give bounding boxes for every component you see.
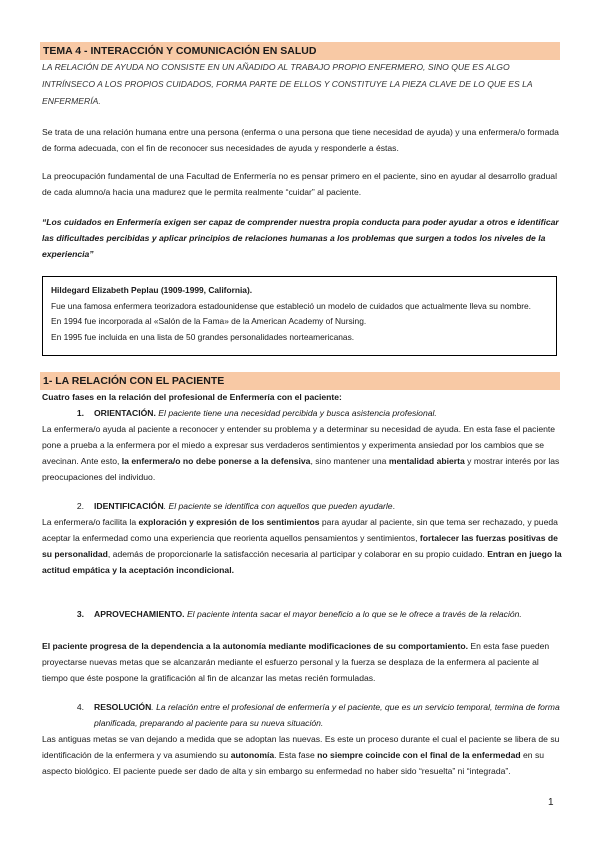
page-number: 1 bbox=[548, 797, 554, 808]
phase-3-header bbox=[42, 606, 562, 622]
topic-heading: TEMA 4 - INTERACCIÓN Y COMUNICACIÓN EN SALUD bbox=[40, 42, 560, 60]
section-1-heading: 1- LA RELACIÓN CON EL PACIENTE bbox=[40, 372, 560, 390]
phase-4-title: RESOLUCIÓN bbox=[94, 702, 152, 712]
bio-line-3: En 1995 fue incluida en una lista de 50 grandes personalidades norteamericanas. bbox=[51, 331, 355, 342]
phase-1-text: La enfermera/o ayuda al paciente a reconocer y entender su problema y a determinar su necesidad de ayuda. En esta fase el paciente pone a prueba a la enfermera por el miedo a expresar sus verdaderos sentimientos y experimenta ansiedad por los cambios que se avecinan. Ante esto, la enfermera/o no debe ponerse a la defensiva, sino mantener una mentalidad abierta y mostrar interés por las preocupaciones del individuo. bbox=[42, 424, 560, 482]
phase-4-description: . La relación entre el profesional de enfermería y el paciente, que es un servicio temporal, termina de forma planificada, preparando al paciente para su nueva situación. bbox=[94, 702, 560, 728]
bio-name: Hildegard Elizabeth Peplau (1909-1999, California). bbox=[51, 285, 253, 295]
phase-3-number: 3. bbox=[76, 609, 84, 619]
phase-2-header: 2. IDENTIFICACIÓN. El paciente se identifica con aquellos que pueden ayudarle. bbox=[42, 498, 562, 514]
phase-4-header bbox=[42, 699, 562, 731]
phase-2-title: IDENTIFICACIÓN bbox=[94, 501, 164, 511]
bio-line-2: En 1994 fue incorporada al «Salón de la Fama» de la American Academy of Nursing. bbox=[51, 316, 367, 326]
phase-1-title: ORIENTACIÓN. bbox=[94, 408, 156, 418]
phase-1-number: 1. bbox=[76, 408, 84, 418]
intro-quote: “Los cuidados en Enfermería exigen ser capaz de comprender nuestra propia conducta para poder ayudar a otros e identificar las dificultades percibidas y aplicar principios de relaciones humanas a los problemas que surgen a todos los niveles de la experiencia” bbox=[42, 217, 559, 259]
phase-4-text: Las antiguas metas se van dejando a medida que se adoptan las nuevas. Es este un proceso durante el cual el paciente se libera de su identificación de la enfermera y va asumiendo su autonomía. Esta fase no siempre coincide con el final de la enfermedad en su aspecto biológico. El paciente puede ser dado de alta y sin embargo su enfermedad no haber sido “resuelta” ni “integrada”. bbox=[42, 734, 560, 776]
phase-3-text: El paciente progresa de la dependencia a la autonomía mediante modificaciones de su comportamiento. En esta fase pueden proyectarse nuevas metas que se alcanzarán mediante el esfuerzo personal y la fuerza se desplaza de la enfermera al paciente al tiempo que éste pospone la gratificación al fin de alcanzar las metas recién formuladas. bbox=[42, 641, 550, 683]
phase-4-number: 4. bbox=[76, 702, 84, 712]
section-1-lead: Cuatro fases en la relación del profesional de Enfermería con el paciente: bbox=[42, 392, 342, 402]
phase-1-header bbox=[42, 405, 562, 421]
intro-paragraph-1: Se trata de una relación humana entre una persona (enferma o una persona que tiene necesidad de ayuda) y una enfermera/o formada de forma adecuada, con el fin de reconocer sus necesidades de ayuda y responderle a éstas. bbox=[42, 127, 559, 153]
intro-paragraph-2: La preocupación fundamental de una Facultad de Enfermería no es pensar primero en el paciente, sino en ayudar al desarrollo gradual de cada alumno/a hacia una madurez que le permita realmente “cuidar” al paciente. bbox=[42, 171, 557, 197]
bio-line-1: Fue una famosa enfermera teorizadora estadounidense que estableció un modelo de cuidados que actualmente lleva su nombre. bbox=[51, 300, 532, 311]
phase-2-number: 2. bbox=[76, 501, 84, 511]
phase-1-description: El paciente tiene una necesidad percibida y busca asistencia profesional. bbox=[158, 408, 437, 418]
topic-subtitle: LA RELACIÓN DE AYUDA NO CONSISTE EN UN AÑADIDO AL TRABAJO PROPIO ENFERMERO, SINO QUE ES ALGO INTRÍNSECO A LOS PROPIOS CUIDADOS, FORMA PARTE DE ELLOS Y CONSTITUYE LA PIEZA CLAVE DE LO QUE ES LA ENFERMERÍA. bbox=[42, 62, 533, 106]
phase-3-description: El paciente intenta sacar el mayor beneficio a lo que se le ofrece a través de la relación. bbox=[186, 609, 522, 619]
peplau-bio-box bbox=[42, 276, 557, 356]
phase-3-title: APROVECHAMIENTO. bbox=[94, 609, 185, 619]
phase-2-text: La enfermera/o facilita la exploración y expresión de los sentimientos para ayudar al paciente, sin que tema ser rechazado, y pueda aceptar la enfermedad como una experiencia que reorienta aquellos pensamientos y sentimientos, fortalecer las fuerzas positivas de su personalidad, además de proporcionarle la satisfacción necesaria al participar y colaborar en su propio cuidado. Entran en juego la actitud empática y la aceptación incondicional. bbox=[42, 517, 562, 575]
phase-2-description: . El paciente se identifica con aquellos que pueden ayudarle bbox=[163, 501, 393, 511]
